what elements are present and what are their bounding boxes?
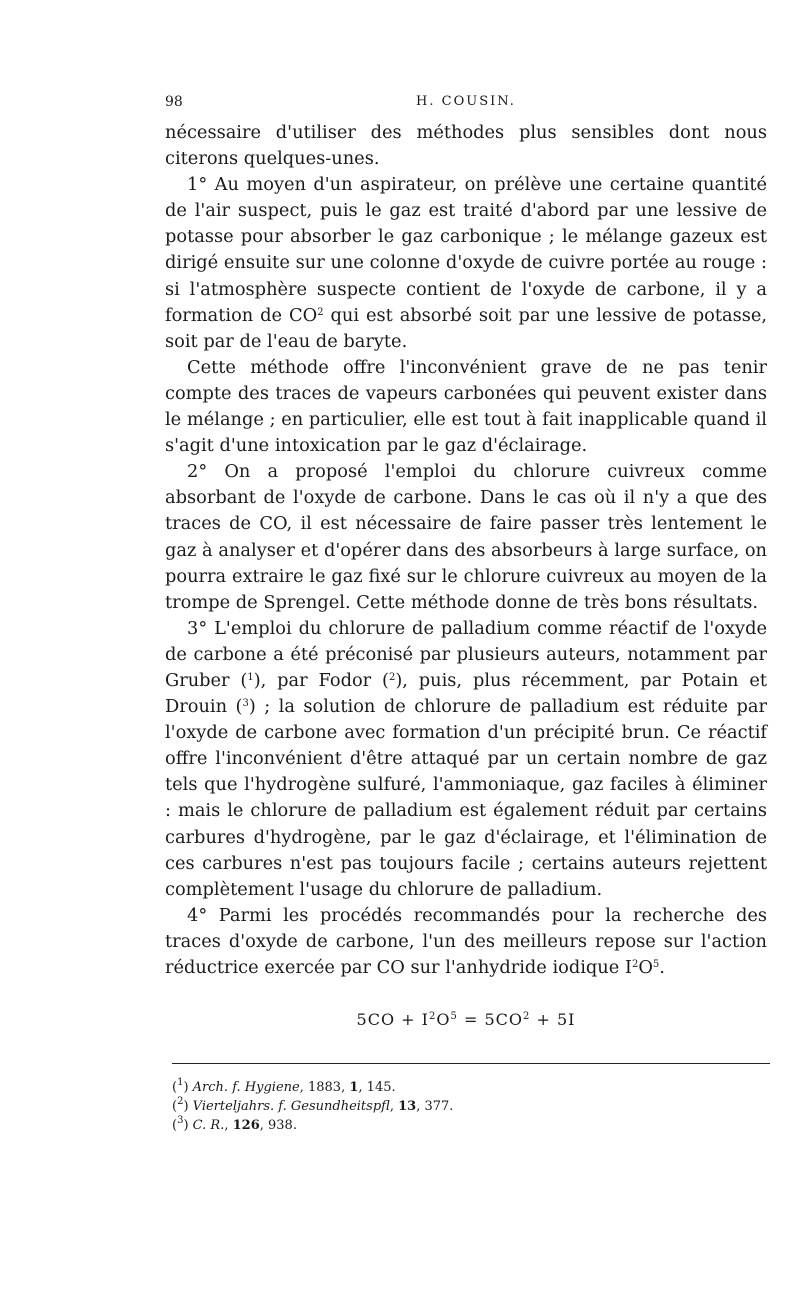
chemical-equation: $5CO + I^2O^5 = 5CO^2 + 5I$	[356, 1010, 576, 1030]
footnote-ref-2: 2	[388, 671, 396, 683]
paragraph-method-3: 3° L'emploi du chlorure de palladium comme réactif de l'oxyde de carbone a été préconisé par plusieurs auteurs, notamment par Gruber ($^1$), par Fodor ($^2$), puis, plus récemment, par Potain et Drouin ($^3$) ; la solution de chlorure de palladium est réduite par l'oxyde de carbone avec formation d'un précipité brun. Ce réactif offre l'inconvénient d'être attaqué par un certain nombre de gaz tels que l'hydrogène sulfuré, l'ammoniaque, gaz faciles à éliminer : mais le chlorure de palladium est également réduit par certains carbures d'hydrogène, par le gaz d'éclairage, et l'élimination de ces carbures n'est pas toujours facile ; certains auteurs rejettent complètement l'usage du chlorure de palladium.	[165, 617, 767, 900]
paragraph-method-1-critique: Cette méthode offre l'inconvénient grave de ne pas tenir compte des traces de vapeurs carbonées qui peuvent exister dans le mélange ; en particulier, elle est tout à fait inapplicable quand il s'agit d'une intoxication par le gaz d'éclairage.	[165, 356, 767, 457]
paragraph-method-2: 2° On a proposé l'emploi du chlorure cuivreux comme absorbant de l'oxyde de carbone. Dans le cas où il n'y a que des traces de CO, il est nécessaire de faire passer très lentement le gaz à analyser et d'opérer dans des absorbeurs à large surface, on pourra extraire le gaz fixé sur le chlorure cuivreux au moyen de la trompe de Sprengel. Cette méthode donne de très bons résultats.	[165, 461, 767, 613]
footnote-ref-3: 3	[242, 698, 249, 710]
footnote-2: ($^2$) Vierteljahrs. f. Gesundheitspfl, 13, 377.	[172, 1096, 454, 1114]
footnote-ref-1: 1	[247, 671, 254, 683]
paragraph-method-1: 1° Au moyen d'un aspirateur, on prélève une certaine quantité de l'air suspect, puis le gaz est traité d'abord par une lessive de potasse pour absorber le gaz carbonique ; le mélange gazeux est dirigé ensuite sur une colonne d'oxyde de cuivre portée au rouge : si l'atmosphère suspecte contient de l'oxyde de carbone, il y a formation de $CO^2$ qui est absorbé soit par une lessive de potasse, soit par de l'eau de baryte.	[165, 174, 767, 352]
body-text	[165, 120, 767, 1033]
superscript: 2	[317, 306, 324, 318]
running-title: H. COUSIN.	[416, 94, 516, 109]
footnote-3: ($^3$) C. R., 126, 938.	[172, 1115, 297, 1133]
footnotes	[172, 1078, 762, 1135]
footnote-divider	[172, 1063, 770, 1064]
paragraph-method-4: 4° Parmi les procédés recommandés pour la recherche des traces d'oxyde de carbone, l'un des meilleurs repose sur l'action réductrice exercée par CO sur l'anhydride iodique $I^2O^5$.	[165, 904, 767, 978]
page-number: 98	[165, 94, 183, 110]
footnote-1: ($^1$) Arch. f. Hygiene, 1883, 1, 145.	[172, 1077, 396, 1095]
paragraph-intro: nécessaire d'utiliser des méthodes plus sensibles dont nous citerons quelques-unes.	[165, 122, 767, 170]
page-header	[165, 94, 767, 116]
